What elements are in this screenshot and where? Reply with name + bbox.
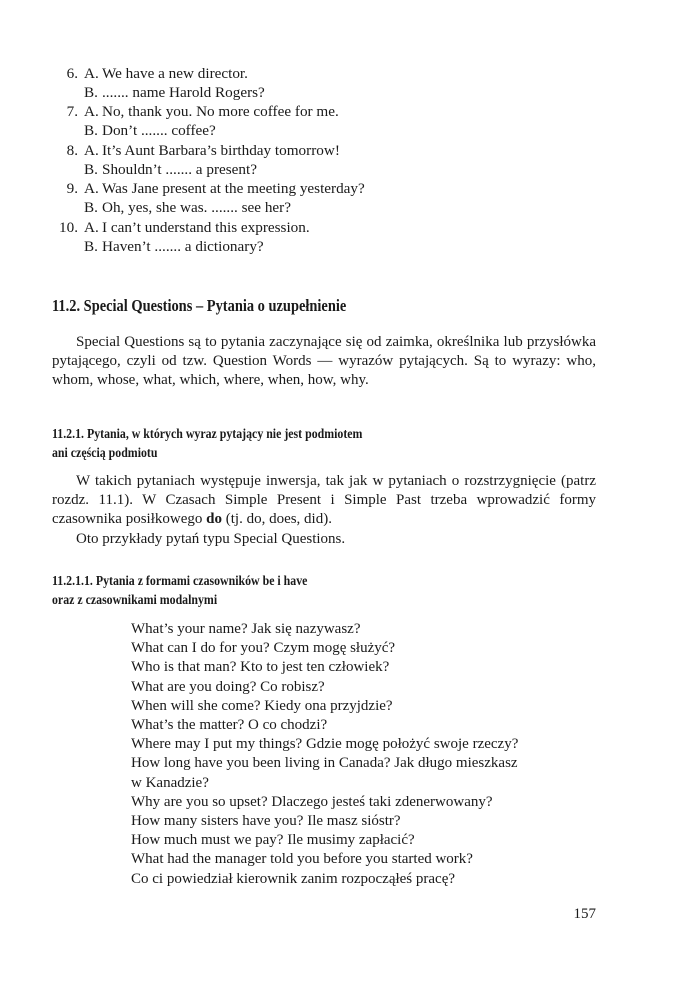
example-question: What had the manager told you before you started work?	[131, 851, 473, 868]
subsubsection-heading-line: oraz z czasownikami modalnymi	[52, 591, 218, 607]
section-heading: 11.2. Special Questions – Pytania o uzupełnienie	[52, 296, 347, 315]
example-question: What are you doing? Co robisz?	[131, 678, 325, 695]
speaker-label: B.	[84, 84, 98, 101]
example-question: When will she come? Kiedy ona przyjdzie?	[131, 697, 393, 714]
dialogue-line: ....... name Harold Rogers?	[102, 84, 265, 101]
exercise-number: 6.	[66, 65, 78, 82]
subsection-heading-line: 11.2.1. Pytania, w których wyraz pytający nie jest podmiotem	[52, 426, 363, 441]
example-question: Co ci powiedział kierownik zanim rozpocząłeś pracę?	[131, 870, 456, 887]
body-paragraph: Oto przykłady pytań typu Special Questions.	[76, 530, 346, 547]
exercise-number: 7.	[66, 103, 78, 120]
subsection-heading	[52, 425, 362, 462]
speaker-label: B.	[84, 122, 98, 139]
example-question: How many sisters have you? Ile masz sióstr?	[131, 813, 401, 830]
speaker-label: A.	[84, 219, 99, 236]
speaker-label: B.	[84, 161, 98, 178]
speaker-label: A.	[84, 65, 99, 82]
example-question: How much must we pay? Ile musimy zapłacić?	[131, 832, 415, 849]
example-question: What’s your name? Jak się nazywasz?	[131, 621, 361, 637]
subsection-body	[52, 472, 596, 549]
example-question: w Kanadzie?	[131, 774, 209, 791]
example-question: Why are you so upset? Dlaczego jesteś taki zdenerwowany?	[131, 793, 493, 810]
subsubsection-heading	[52, 572, 307, 609]
page-number: 157	[573, 906, 596, 922]
dialogue-line: It’s Aunt Barbara’s birthday tomorrow!	[102, 142, 340, 159]
dialogue-line: No, thank you. No more coffee for me.	[102, 103, 339, 120]
keyword-do: do	[206, 511, 222, 528]
section-intro	[52, 333, 596, 391]
body-text: (tj. do, does, did).	[221, 511, 332, 528]
example-question: What’s the matter? O co chodzi?	[131, 717, 328, 734]
example-question: How long have you been living in Canada? Jak długo mieszkasz	[131, 755, 518, 772]
speaker-label: B.	[84, 199, 98, 216]
speaker-label: A.	[84, 142, 99, 159]
body-paragraph	[52, 472, 596, 530]
dialogue-line: Haven’t ....... a dictionary?	[102, 238, 264, 255]
example-questions	[131, 620, 518, 889]
dialogue-line: Oh, yes, she was. ....... see her?	[102, 199, 291, 216]
dialogue-line: Was Jane present at the meeting yesterday?	[102, 180, 365, 197]
example-question: What can I do for you? Czym mogę służyć?	[131, 640, 396, 657]
speaker-label: B.	[84, 238, 98, 255]
subsection-heading-line: ani częścią podmiotu	[52, 444, 158, 460]
speaker-label: A.	[84, 180, 99, 197]
subsubsection-heading-line: 11.2.1.1. Pytania z formami czasowników be i have	[52, 573, 308, 588]
exercise-number: 8.	[66, 142, 78, 159]
speaker-label: A.	[84, 103, 99, 120]
dialogue-line: Shouldn’t ....... a present?	[102, 161, 257, 178]
example-question: Who is that man? Kto to jest ten człowiek?	[131, 659, 390, 676]
dialogue-line: I can’t understand this expression.	[102, 219, 310, 236]
exercise-number: 10.	[59, 219, 78, 236]
example-question: Where may I put my things? Gdzie mogę położyć swoje rzeczy?	[131, 736, 519, 753]
body-text: W takich pytaniach występuje inwersja, tak jak w pytaniach o rozstrzygnięcie (patrz rozdz. 11.1). W Czasach Simple Present i Simple Past trzeba wprowadzić formy czasownika posiłkowego	[52, 473, 596, 528]
exercise-number: 9.	[66, 180, 78, 197]
intro-paragraph: Special Questions są to pytania zaczynające się od zaimka, określnika lub przysłówka pytającego, czyli od tzw. Question Words — wyrazów pytających. Są to wyrazy: who, whom, whose, what, which, where, when, how, why.	[52, 334, 596, 389]
dialogue-line: We have a new director.	[102, 65, 248, 82]
dialogue-line: Don’t ....... coffee?	[102, 122, 216, 139]
